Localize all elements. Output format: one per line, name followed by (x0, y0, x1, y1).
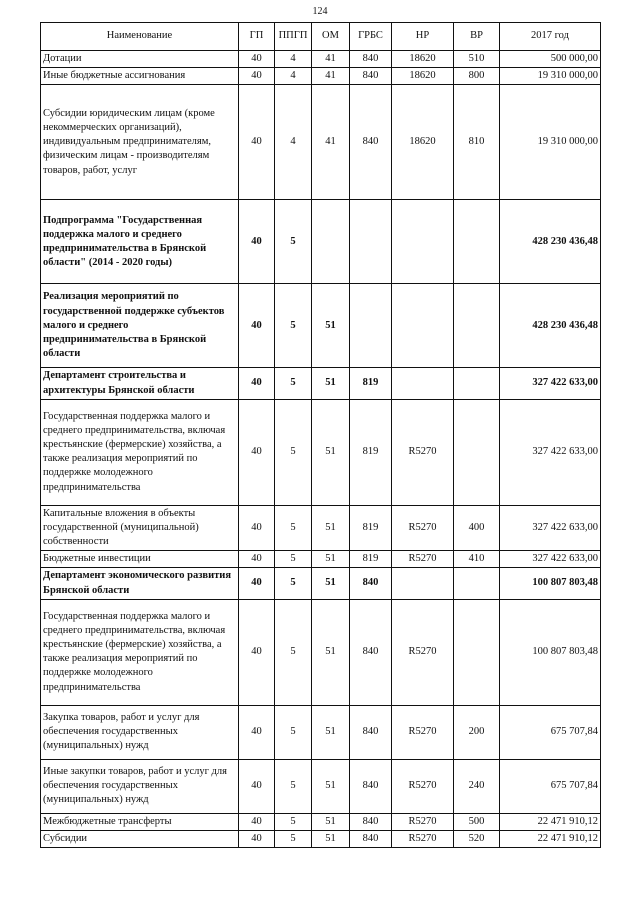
table-row (41, 759, 601, 813)
cell-om: 51 (312, 759, 350, 813)
cell-ppgp: 5 (275, 705, 312, 759)
cell-name: Дотации (41, 51, 239, 68)
cell-vr: 520 (454, 830, 500, 847)
cell-vr: 410 (454, 551, 500, 568)
cell-amount: 22 471 910,12 (500, 813, 601, 830)
cell-nr: R5270 (392, 813, 454, 830)
cell-name: Департамент экономического развития Брянской области (41, 568, 239, 599)
cell-grbs: 840 (350, 85, 392, 200)
table-row (41, 568, 601, 599)
cell-nr: R5270 (392, 705, 454, 759)
cell-grbs: 840 (350, 599, 392, 705)
cell-gp: 40 (239, 568, 275, 599)
cell-om: 51 (312, 830, 350, 847)
table-row (41, 368, 601, 399)
cell-amount: 675 707,84 (500, 759, 601, 813)
cell-gp: 40 (239, 705, 275, 759)
cell-ppgp: 5 (275, 200, 312, 284)
header-year: 2017 год (500, 23, 601, 51)
cell-nr (392, 284, 454, 368)
table-row (41, 85, 601, 200)
cell-ppgp: 5 (275, 813, 312, 830)
cell-om: 51 (312, 368, 350, 399)
cell-grbs: 819 (350, 551, 392, 568)
cell-name: Субсидии юридическим лицам (кроме некоммерческих организаций), индивидуальным предпринимателям, физическим лицам - производителям товаров, работ, услуг (41, 85, 239, 200)
cell-grbs: 840 (350, 759, 392, 813)
cell-grbs: 819 (350, 505, 392, 551)
cell-name: Реализация мероприятий по государственной поддержке субъектов малого и среднего предпринимательства в Брянской области (41, 284, 239, 368)
header-vr: ВР (454, 23, 500, 51)
cell-amount: 327 422 633,00 (500, 399, 601, 505)
table-row (41, 813, 601, 830)
cell-ppgp: 5 (275, 599, 312, 705)
cell-ppgp: 5 (275, 830, 312, 847)
header-gp: ГП (239, 23, 275, 51)
cell-name: Подпрограмма "Государственная поддержка малого и среднего предпринимательства в Брянской области" (2014 - 2020 годы) (41, 200, 239, 284)
cell-ppgp: 5 (275, 568, 312, 599)
cell-ppgp: 5 (275, 759, 312, 813)
cell-om: 51 (312, 284, 350, 368)
cell-amount: 19 310 000,00 (500, 85, 601, 200)
cell-name: Субсидии (41, 830, 239, 847)
cell-vr (454, 284, 500, 368)
cell-grbs (350, 284, 392, 368)
cell-ppgp: 5 (275, 284, 312, 368)
cell-amount: 500 000,00 (500, 51, 601, 68)
cell-nr: R5270 (392, 599, 454, 705)
cell-nr: R5270 (392, 551, 454, 568)
cell-amount: 100 807 803,48 (500, 599, 601, 705)
table-row (41, 505, 601, 551)
cell-om: 51 (312, 399, 350, 505)
cell-vr: 800 (454, 68, 500, 85)
cell-amount: 19 310 000,00 (500, 68, 601, 85)
cell-vr (454, 599, 500, 705)
cell-amount: 428 230 436,48 (500, 200, 601, 284)
cell-vr: 200 (454, 705, 500, 759)
cell-nr: 18620 (392, 51, 454, 68)
cell-name: Государственная поддержка малого и среднего предпринимательства, включая крестьянские (фермерские) хозяйства, а также реализация мероприятий по поддержке молодежного предпринимательства (41, 399, 239, 505)
cell-nr: R5270 (392, 830, 454, 847)
cell-ppgp: 5 (275, 505, 312, 551)
cell-grbs: 819 (350, 399, 392, 505)
table-row (41, 551, 601, 568)
cell-name: Иные закупки товаров, работ и услуг для обеспечения государственных (муниципальных) нужд (41, 759, 239, 813)
cell-gp: 40 (239, 505, 275, 551)
cell-grbs (350, 200, 392, 284)
table-body (41, 51, 601, 848)
cell-amount: 675 707,84 (500, 705, 601, 759)
cell-vr: 810 (454, 85, 500, 200)
cell-gp: 40 (239, 68, 275, 85)
cell-vr: 510 (454, 51, 500, 68)
cell-vr: 400 (454, 505, 500, 551)
table-row (41, 599, 601, 705)
table-row (41, 284, 601, 368)
cell-om: 51 (312, 599, 350, 705)
cell-gp: 40 (239, 830, 275, 847)
cell-name: Иные бюджетные ассигнования (41, 68, 239, 85)
table-row (41, 399, 601, 505)
cell-vr (454, 568, 500, 599)
cell-ppgp: 5 (275, 368, 312, 399)
cell-ppgp: 4 (275, 85, 312, 200)
table-row (41, 51, 601, 68)
cell-name: Закупка товаров, работ и услуг для обеспечения государственных (муниципальных) нужд (41, 705, 239, 759)
cell-gp: 40 (239, 51, 275, 68)
cell-grbs: 840 (350, 705, 392, 759)
table-row (41, 68, 601, 85)
cell-name: Департамент строительства и архитектуры Брянской области (41, 368, 239, 399)
cell-om: 51 (312, 705, 350, 759)
cell-ppgp: 5 (275, 399, 312, 505)
cell-name: Межбюджетные трансферты (41, 813, 239, 830)
cell-nr (392, 200, 454, 284)
cell-om: 51 (312, 568, 350, 599)
cell-vr (454, 200, 500, 284)
cell-name: Государственная поддержка малого и среднего предпринимательства, включая крестьянские (фермерские) хозяйства, а также реализация мероприятий по поддержке молодежного предпринимательства (41, 599, 239, 705)
cell-vr: 500 (454, 813, 500, 830)
cell-gp: 40 (239, 759, 275, 813)
cell-amount: 22 471 910,12 (500, 830, 601, 847)
cell-name: Бюджетные инвестиции (41, 551, 239, 568)
cell-grbs: 840 (350, 830, 392, 847)
header-name: Наименование (41, 23, 239, 51)
cell-om: 51 (312, 813, 350, 830)
cell-ppgp: 4 (275, 51, 312, 68)
cell-ppgp: 5 (275, 551, 312, 568)
cell-amount: 428 230 436,48 (500, 284, 601, 368)
table-header-row (41, 23, 601, 51)
table-row (41, 705, 601, 759)
cell-vr (454, 368, 500, 399)
cell-amount: 327 422 633,00 (500, 368, 601, 399)
cell-om: 51 (312, 551, 350, 568)
cell-amount: 327 422 633,00 (500, 505, 601, 551)
table-row (41, 830, 601, 847)
cell-nr: R5270 (392, 505, 454, 551)
cell-grbs: 840 (350, 568, 392, 599)
cell-gp: 40 (239, 551, 275, 568)
cell-gp: 40 (239, 200, 275, 284)
cell-gp: 40 (239, 399, 275, 505)
cell-nr: R5270 (392, 759, 454, 813)
cell-nr: R5270 (392, 399, 454, 505)
header-ppgp: ППГП (275, 23, 312, 51)
cell-om: 51 (312, 505, 350, 551)
cell-grbs: 840 (350, 51, 392, 68)
cell-gp: 40 (239, 813, 275, 830)
cell-amount: 100 807 803,48 (500, 568, 601, 599)
cell-grbs: 840 (350, 68, 392, 85)
cell-amount: 327 422 633,00 (500, 551, 601, 568)
header-grbs: ГРБС (350, 23, 392, 51)
cell-gp: 40 (239, 284, 275, 368)
page-number: 124 (312, 6, 328, 17)
cell-grbs: 840 (350, 813, 392, 830)
cell-om: 41 (312, 85, 350, 200)
header-nr: НР (392, 23, 454, 51)
cell-vr: 240 (454, 759, 500, 813)
cell-nr (392, 368, 454, 399)
cell-nr: 18620 (392, 68, 454, 85)
cell-nr: 18620 (392, 85, 454, 200)
cell-om (312, 200, 350, 284)
cell-ppgp: 4 (275, 68, 312, 85)
cell-om: 41 (312, 68, 350, 85)
cell-grbs: 819 (350, 368, 392, 399)
header-om: ОМ (312, 23, 350, 51)
cell-name: Капитальные вложения в объекты государственной (муниципальной) собственности (41, 505, 239, 551)
budget-table (40, 22, 601, 848)
cell-nr (392, 568, 454, 599)
cell-gp: 40 (239, 85, 275, 200)
cell-vr (454, 399, 500, 505)
cell-om: 41 (312, 51, 350, 68)
cell-gp: 40 (239, 599, 275, 705)
table-row (41, 200, 601, 284)
cell-gp: 40 (239, 368, 275, 399)
